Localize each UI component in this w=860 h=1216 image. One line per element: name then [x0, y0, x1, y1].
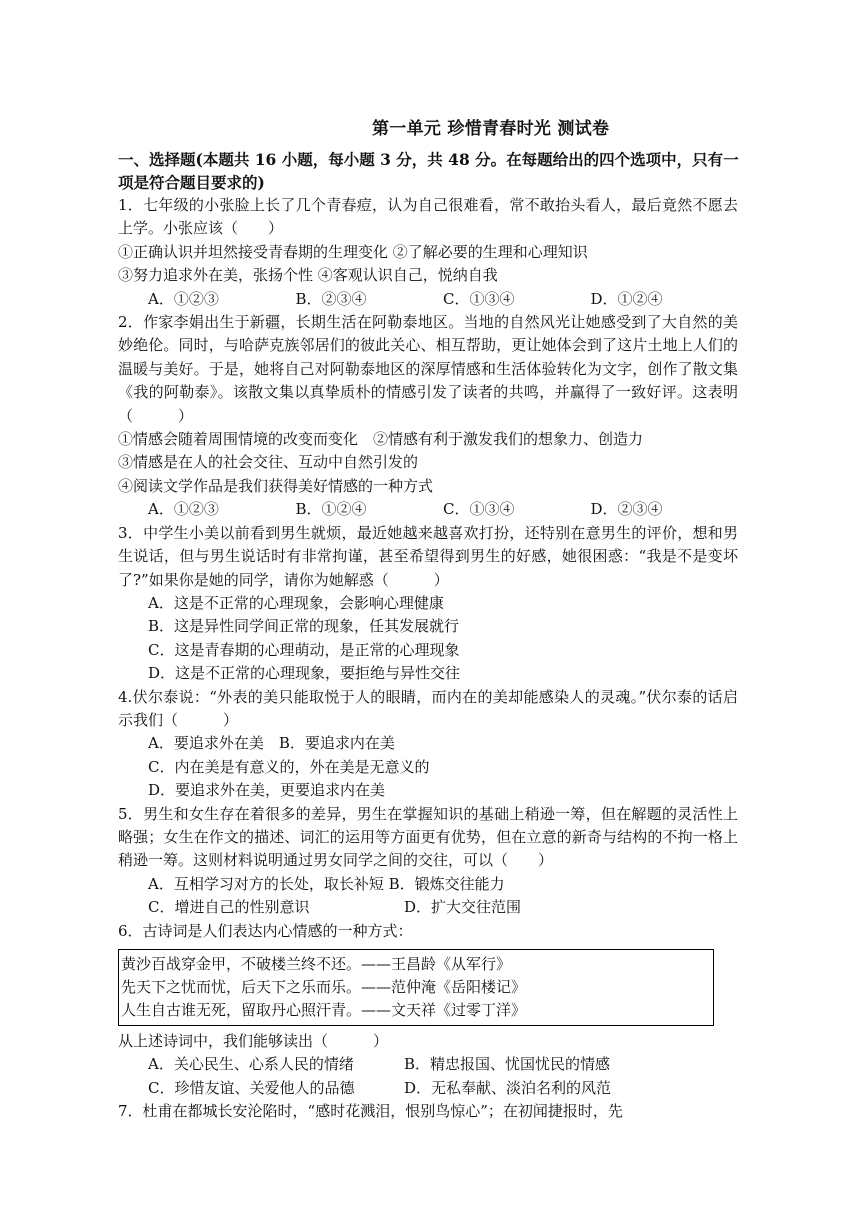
option-b[interactable]: B．这是异性同学间正常的现象，任其发展就行 [148, 617, 460, 636]
question-stem: 5．男生和女生存在着很多的差异，男生在掌握知识的基础上稍逊一筹，但在解题的灵活性上略强；女生在作文的描述、词汇的运用等方面更有优势，但在立意的新奇与结构的不拘一格上稍逊一筹。这则材料说明通过男女同学之间的交往，可以（ ） [118, 804, 738, 870]
question-stem: 7．杜甫在都城长安沦陷时，“感时花溅泪，恨别鸟惊心”；在初闻捷报时，先 [118, 1102, 623, 1121]
page-title: 第一单元 珍惜青春时光 测试卷 [372, 119, 610, 139]
option-d[interactable]: D．②③④ [590, 500, 663, 519]
option-d[interactable]: D．①②④ [590, 289, 663, 308]
option-c[interactable]: C．增进自己的性别意识 [148, 898, 310, 917]
question-4 [118, 686, 738, 803]
option-b[interactable]: B．①②④ [295, 500, 367, 519]
question-1 [118, 194, 738, 311]
option-c[interactable]: C．①③④ [443, 289, 515, 308]
option-d[interactable]: D．要追求外在美，更要追求内在美 [148, 781, 386, 800]
option-d[interactable]: D．无私奉献、淡泊名利的风范 [404, 1078, 612, 1097]
option-a-b[interactable]: A．要追求外在美 B．要追求内在美 [148, 734, 395, 753]
statement: ①情感会随着周围情境的改变而变化 ②情感有利于激发我们的想象力、创造力 [118, 430, 644, 449]
question-stem: 4.伏尔泰说：“外表的美只能取悦于人的眼睛，而内在的美却能感染人的灵魂。”伏尔泰的话启示我们（ ） [118, 687, 738, 729]
section-heading: 一、选择题(本题共 16 小题，每小题 3 分，共 48 分。在每题给出的四个选项中，只有一项是符合题目要求的) [118, 150, 739, 192]
statement: ①正确认识并坦然接受青春期的生理变化 ②了解必要的生理和心理知识 [118, 242, 588, 261]
option-a[interactable]: A．这是不正常的心理现象，会影响心理健康 [148, 593, 444, 612]
question-stem: 2．作家李娟出生于新疆，长期生活在阿勒泰地区。当地的自然风光让她感受到了大自然的美妙绝伦。同时，与哈萨克族邻居们的彼此关心、相互帮助，更让她体会到了这片土地上人们的温暖与美好。于是，她将自己对阿勒泰地区的深厚情感和生活体验转化为文字，创作了散文集《我的阿勒泰》。该散文集以真挚质朴的情感引发了读者的共鸣，并赢得了一致好评。这表明（ ） [118, 313, 738, 425]
options-row [118, 288, 738, 311]
poem-line: 先天下之忧而忧，后天下之乐而乐。——范仲淹《岳阳楼记》 [121, 978, 527, 996]
option-b[interactable]: B．精忠报国、忧国忧民的情感 [404, 1055, 611, 1074]
option-a[interactable]: A．①②③ [148, 500, 219, 519]
option-c[interactable]: C．这是青春期的心理萌动，是正常的心理现象 [148, 640, 460, 659]
option-d[interactable]: D．这是不正常的心理现象，要拒绝与异性交往 [148, 664, 461, 683]
options-row [118, 896, 738, 919]
options-row [118, 1053, 738, 1076]
question-5 [118, 803, 738, 920]
question-6 [118, 920, 738, 1101]
option-c[interactable]: C．①③④ [443, 500, 515, 519]
questions [118, 194, 738, 1124]
statement: ④阅读文学作品是我们获得美好情感的一种方式 [118, 476, 434, 495]
question-3 [118, 522, 738, 686]
option-a-b[interactable]: A．互相学习对方的长处，取长补短 B．锻炼交往能力 [148, 874, 505, 893]
poem-line: 人生自古谁无死，留取丹心照汗青。——文天祥《过零丁洋》 [121, 1001, 527, 1019]
question-stem: 6．古诗词是人们表达内心情感的一种方式： [118, 921, 413, 940]
question-2 [118, 311, 738, 522]
option-d[interactable]: D．扩大交往范围 [404, 898, 522, 917]
statement: ③努力追求外在美，张扬个性 ④客观认识自己，悦纳自我 [118, 266, 498, 285]
option-a[interactable]: A．①②③ [148, 289, 219, 308]
question-7 [118, 1100, 738, 1123]
options-row [118, 1077, 738, 1100]
option-a[interactable]: A．关心民生、心系人民的情绪 [148, 1055, 354, 1074]
question-stem: 1．七年级的小张脸上长了几个青春痘，认为自己很难看，常不敢抬头看人，最后竟然不愿去上学。小张应该（ ） [118, 196, 738, 238]
question-prompt: 从上述诗词中，我们能够读出（ ） [118, 1032, 389, 1050]
question-stem: 3．中学生小美以前看到男生就烦，最近她越来越喜欢打扮，还特别在意男生的评价，想和男生说话，但与男生说话时有非常拘谨，甚至希望得到男生的好感，她很困惑：“我是不是变坏了?”如果你是她的同学，请你为她解惑（ ） [118, 523, 738, 589]
poem-line: 黄沙百战穿金甲，不破楼兰终不还。——王昌龄《从军行》 [121, 955, 512, 973]
option-c[interactable]: C．珍惜友谊、关爱他人的品德 [148, 1078, 355, 1097]
poem-box [118, 949, 714, 1026]
statement: ③情感是在人的社会交往、互动中自然引发的 [118, 453, 419, 472]
option-b[interactable]: B．②③④ [295, 289, 367, 308]
options-row [118, 498, 738, 521]
option-c[interactable]: C．内在美是有意义的，外在美是无意义的 [148, 757, 430, 776]
